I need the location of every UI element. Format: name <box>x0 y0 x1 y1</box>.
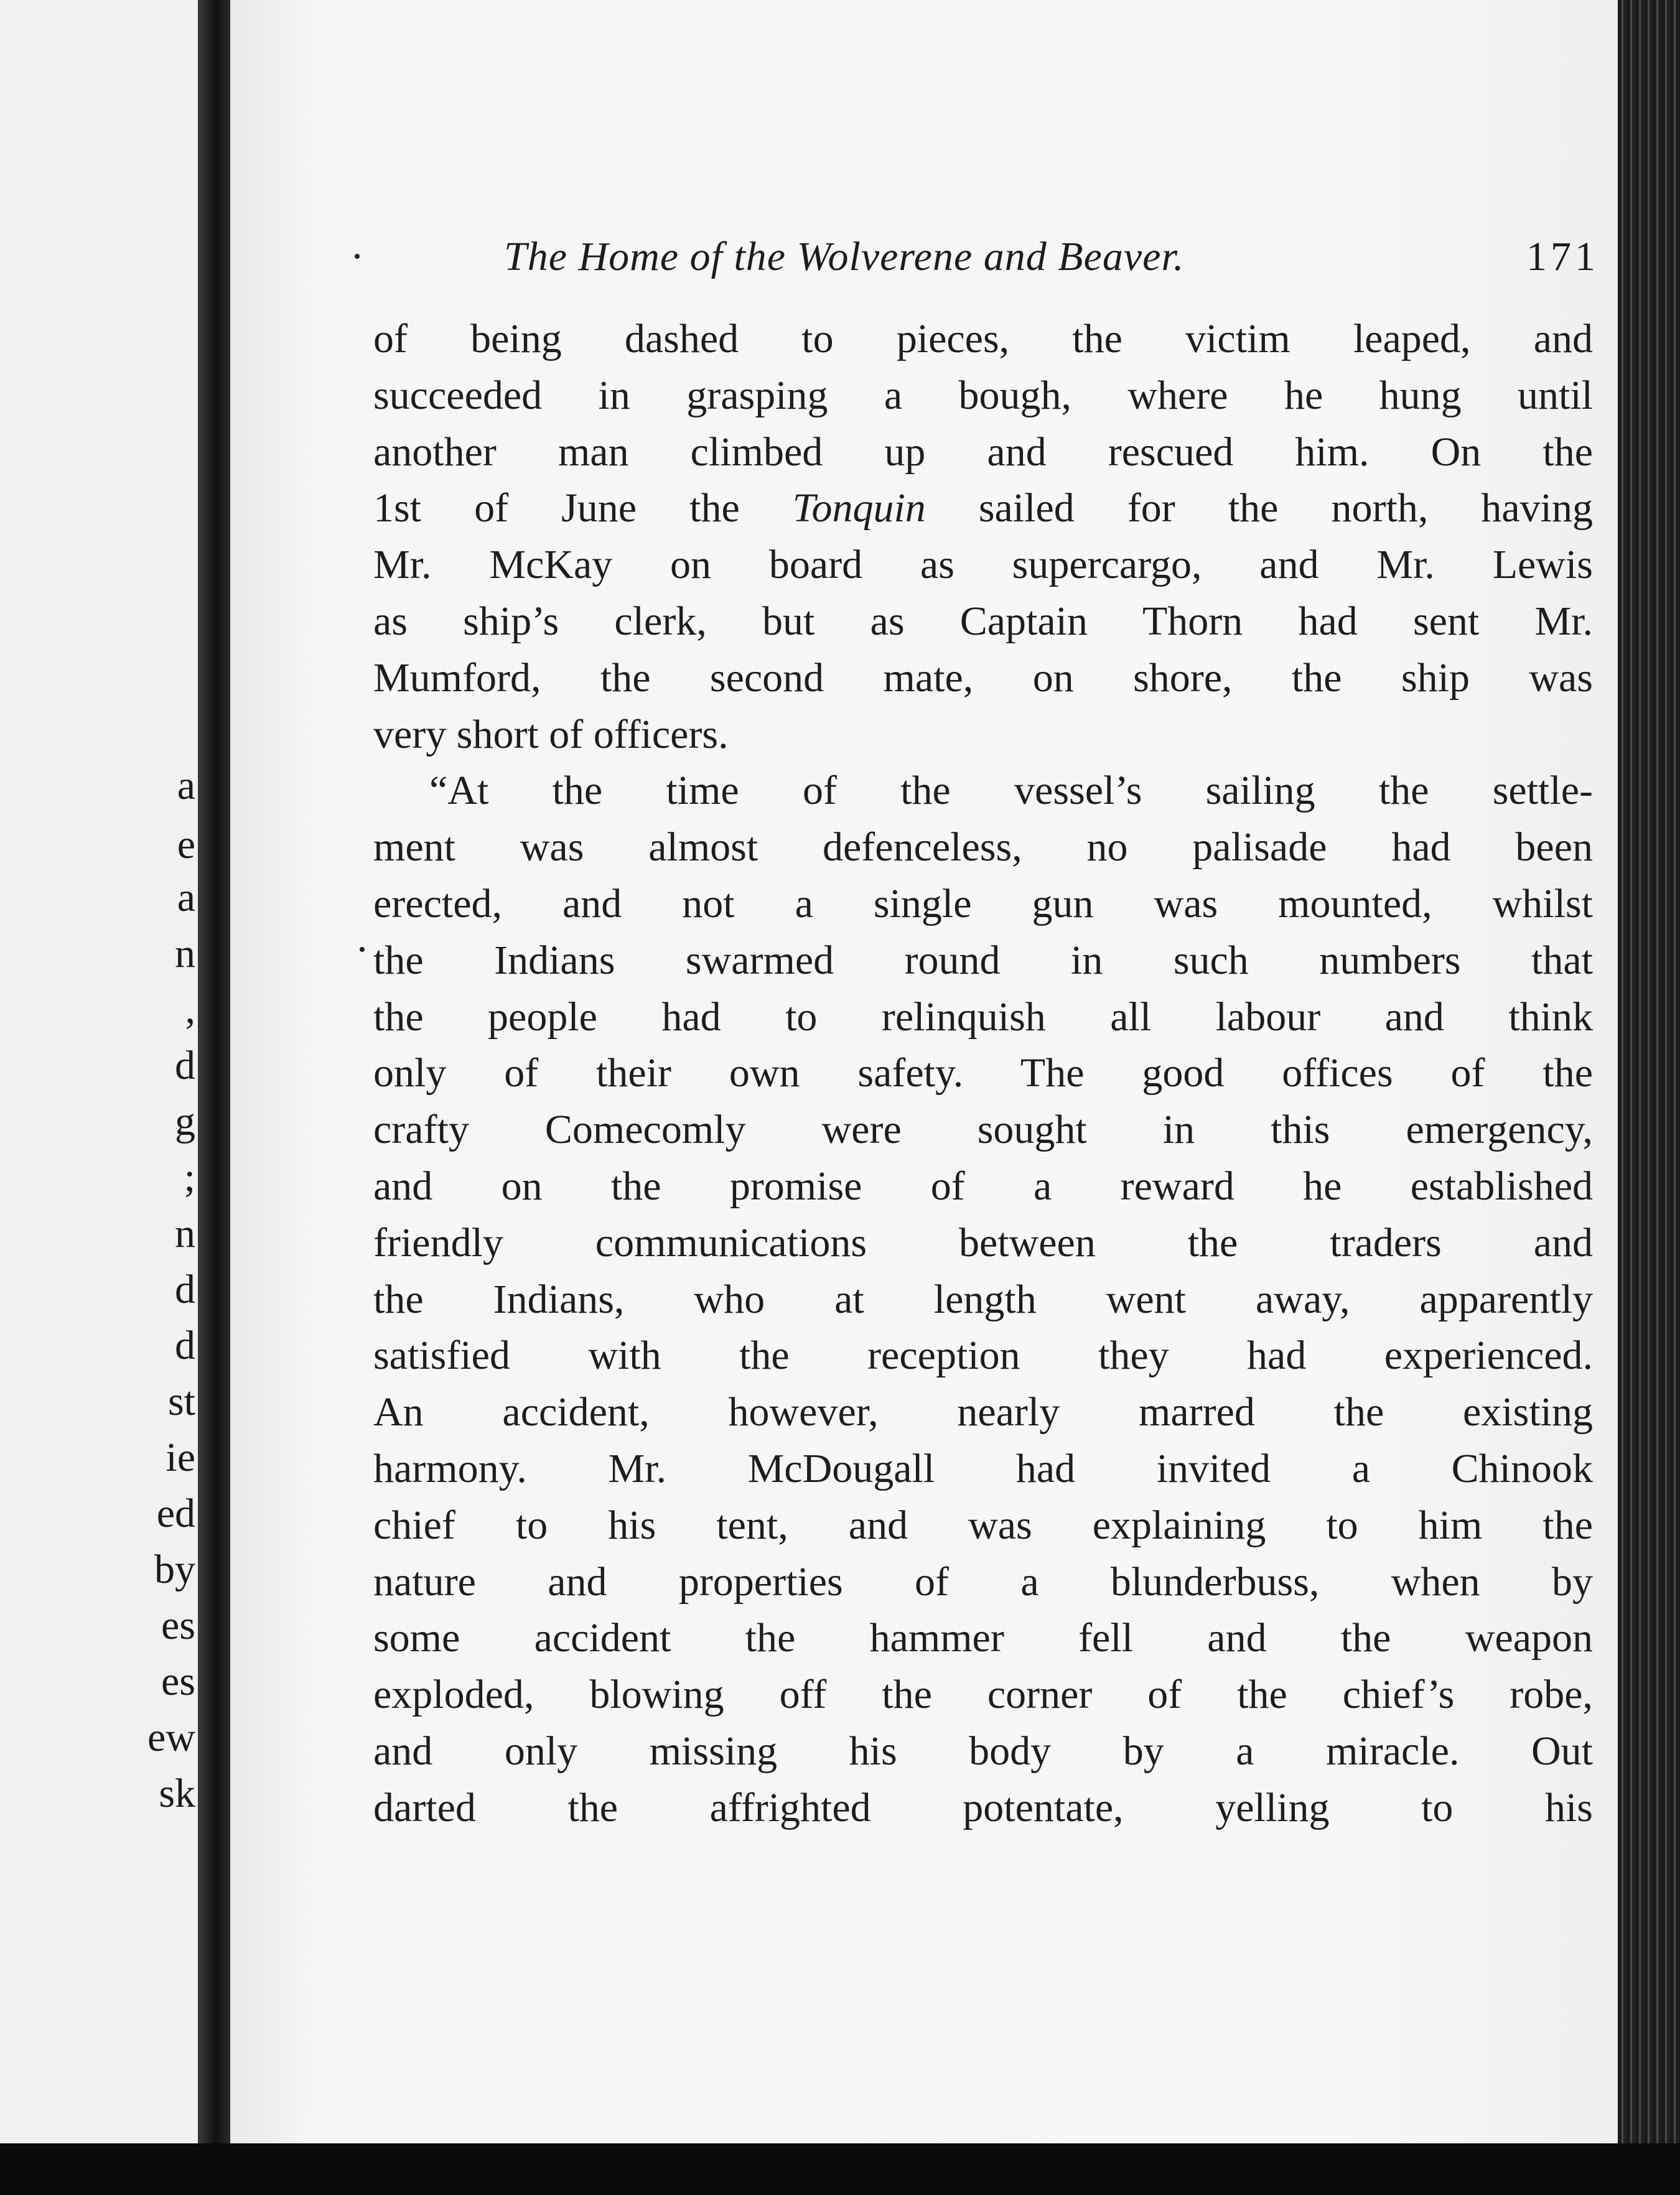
text-run: 1st of June the <box>373 485 793 531</box>
facing-page-fragment: es <box>161 1603 195 1648</box>
page-header <box>504 233 1599 289</box>
facing-page-fragment: ; <box>184 1155 195 1200</box>
text-run: Mr. McKay on board as supercargo, and Mr. Lewis <box>373 542 1593 588</box>
book-gutter <box>198 0 230 2143</box>
text-run: very short of officers. <box>373 711 729 757</box>
facing-page-fragment: n <box>175 931 195 976</box>
text-line <box>373 763 1593 819</box>
text-line <box>373 1780 1593 1837</box>
text-line <box>373 989 1593 1046</box>
text-line <box>373 1272 1593 1328</box>
text-run: and only missing his body by a miracle. Out <box>373 1728 1593 1774</box>
text-run: the people had to relinquish all labour and think <box>373 994 1593 1040</box>
text-run: ment was almost defenceless, no palisade had been <box>373 824 1593 870</box>
text-line <box>373 480 1593 537</box>
text-run: the Indians, who at length went away, apparently <box>373 1276 1593 1322</box>
text-line <box>373 1554 1593 1611</box>
text-line <box>373 1384 1593 1441</box>
facing-page-fragment: sk <box>159 1771 195 1816</box>
text-run: another man climbed up and rescued him. On the <box>373 429 1593 475</box>
facing-page-fragment: a <box>177 763 195 808</box>
facing-page-fragment: st <box>167 1379 195 1424</box>
text-run: darted the affrighted potentate, yelling to his <box>373 1784 1593 1830</box>
text-line <box>373 1045 1593 1102</box>
ink-speck <box>360 947 365 952</box>
text-line <box>373 933 1593 989</box>
scan-bottom-border <box>0 2143 1680 2195</box>
text-run: satisfied with the reception they had experienced. <box>373 1333 1593 1379</box>
text-line <box>373 594 1593 650</box>
running-head: The Home of the Wolverene and Beaver. <box>504 234 1185 279</box>
text-run: sailed for the north, having <box>925 485 1593 531</box>
text-run: some accident the hammer fell and the weapon <box>373 1615 1593 1661</box>
facing-page-fragment: g <box>175 1099 195 1144</box>
text-line <box>373 1441 1593 1498</box>
text-line <box>373 1667 1593 1723</box>
text-line <box>373 1158 1593 1215</box>
text-run: An accident, however, nearly marred the existing <box>373 1389 1593 1435</box>
facing-page-fragment: ie <box>166 1435 195 1480</box>
text-run: and on the promise of a reward he established <box>373 1163 1593 1209</box>
text-line <box>373 1610 1593 1667</box>
right-page <box>230 0 1618 2143</box>
text-run: the Indians swarmed round in such numbers that <box>373 937 1593 983</box>
text-run: crafty Comecomly were sought in this emergency, <box>373 1107 1593 1153</box>
facing-page-fragment: a <box>177 875 195 920</box>
text-run: succeeded in grasping a bough, where he hung until <box>373 372 1593 418</box>
text-run: friendly communications between the traders and <box>373 1219 1593 1265</box>
text-line <box>373 368 1593 424</box>
facing-page-fragment: , <box>185 987 195 1032</box>
ink-speck <box>355 254 360 259</box>
text-line <box>373 650 1593 707</box>
page-number: 171 <box>1526 234 1599 279</box>
text-line <box>373 876 1593 933</box>
text-line <box>373 537 1593 594</box>
left-facing-page <box>0 0 198 2143</box>
text-run: as ship’s clerk, but as Captain Thorn had sent Mr. <box>373 598 1593 644</box>
facing-page-fragment: d <box>175 1043 195 1088</box>
text-line <box>373 1328 1593 1384</box>
text-run: exploded, blowing off the corner of the chief’s robe, <box>373 1672 1593 1718</box>
text-line <box>373 1215 1593 1272</box>
text-line <box>373 1498 1593 1554</box>
facing-page-fragment: d <box>175 1323 195 1368</box>
text-run: of being dashed to pieces, the victim leaped, and <box>373 316 1593 361</box>
facing-page-fragment: ed <box>156 1491 195 1536</box>
text-run: only of their own safety. The good offices of the <box>373 1050 1593 1096</box>
page-stack-edge <box>1618 0 1680 2195</box>
text-line <box>373 1723 1593 1780</box>
text-run: nature and properties of a blunderbuss, when by <box>373 1559 1593 1605</box>
text-run: “At the time of the vessel’s sailing the settle- <box>429 768 1593 814</box>
body-text <box>373 311 1593 1837</box>
facing-page-fragment: by <box>154 1547 195 1592</box>
text-line <box>373 819 1593 876</box>
facing-page-fragment: es <box>161 1659 195 1704</box>
facing-page-fragment: ew <box>147 1715 195 1760</box>
text-run: chief to his tent, and was explaining to him the <box>373 1502 1593 1548</box>
text-run: erected, and not a single gun was mounted, whilst <box>373 880 1593 926</box>
text-line <box>373 707 1593 763</box>
facing-page-fragment: n <box>175 1211 195 1256</box>
text-run: Mumford, the second mate, on shore, the ship was <box>373 655 1593 701</box>
facing-page-fragment: e <box>177 822 195 867</box>
text-line <box>373 311 1593 368</box>
text-run: harmony. Mr. McDougall had invited a Chinook <box>373 1445 1593 1491</box>
facing-page-fragment: d <box>175 1267 195 1312</box>
text-line <box>373 1102 1593 1158</box>
ship-name-italic: Tonquin <box>792 485 926 531</box>
text-line <box>373 424 1593 481</box>
